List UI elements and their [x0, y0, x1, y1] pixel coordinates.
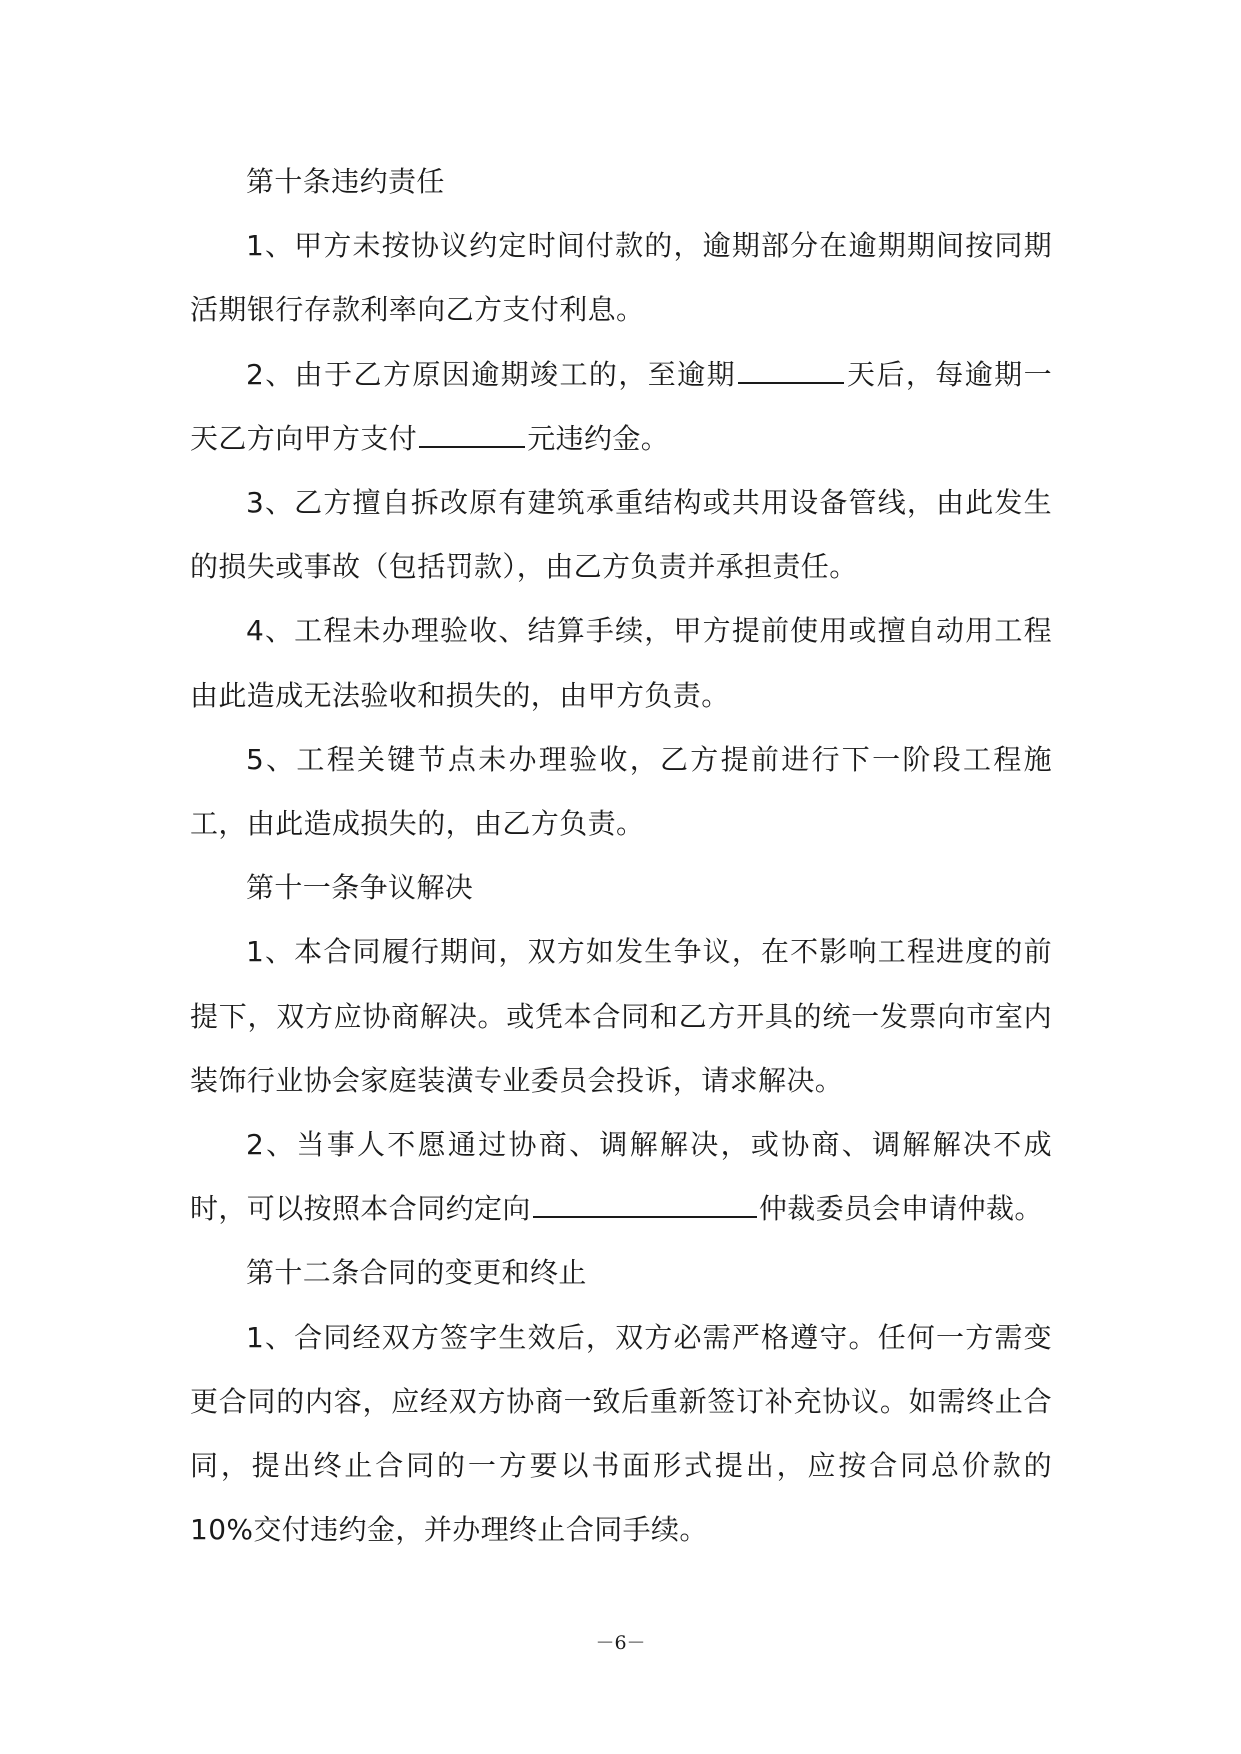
section-heading-dispute-resolution: 第十一条争议解决 [246, 871, 474, 905]
clause-structural-changes: 3、乙方擅自拆改原有建筑承重结构或共用设备管线，由此发生的损失或事故（包括罚款），由乙方负责并承担责任。 [190, 486, 1052, 584]
fill-blank-amount [419, 424, 525, 448]
clause-late-completion [190, 343, 1052, 471]
clause-text: 2、由于乙方原因逾期竣工的，至逾期 [246, 357, 737, 391]
fill-blank-days [738, 360, 844, 384]
clause-negotiation: 1、本合同履行期间，双方如发生争议，在不影响工程进度的前提下，双方应协商解决。或凭本合同和乙方开具的统一发票向市室内装饰行业协会家庭装潢专业委员会投诉，请求解决。 [190, 935, 1052, 1097]
clause-arbitration [190, 1113, 1052, 1241]
section-heading-breach-liability: 第十条违约责任 [246, 165, 445, 198]
clause-text: 天后，每逾期一天乙方向甲方支付 [190, 357, 1052, 455]
clause-text: 元违约金。 [527, 421, 670, 455]
fill-blank-arbitration-committee [533, 1194, 757, 1218]
document-body [190, 150, 1052, 1562]
clause-late-payment: 1、甲方未按协议约定时间付款的，逾期部分在逾期期间按同期活期银行存款利率向乙方支付利息。 [190, 229, 1052, 327]
clause-text: 2、当事人不愿通过协商、调解解决，或协商、调解解决不成时，可以按照本合同约定向 [190, 1128, 1052, 1226]
clause-early-use: 4、工程未办理验收、结算手续，甲方提前使用或擅自动用工程由此造成无法验收和损失的，由甲方负责。 [190, 614, 1052, 712]
section-heading-contract-change: 第十二条合同的变更和终止 [246, 1256, 587, 1290]
clause-key-node-inspection: 5、工程关键节点未办理验收，乙方提前进行下一阶段工程施工，由此造成损失的，由乙方负责。 [190, 742, 1052, 841]
clause-text: 仲裁委员会申请仲裁。 [758, 1192, 1043, 1226]
clause-contract-termination: 1、合同经双方签字生效后，双方必需严格遵守。任何一方需变更合同的内容，应经双方协商一致后重新签订补充协议。如需终止合同，提出终止合同的一方要以书面形式提出，应按合同总价款的 10%交付违约金，并办理终止合同手续。 [190, 1320, 1052, 1547]
page-number: －6－ [595, 1632, 646, 1654]
